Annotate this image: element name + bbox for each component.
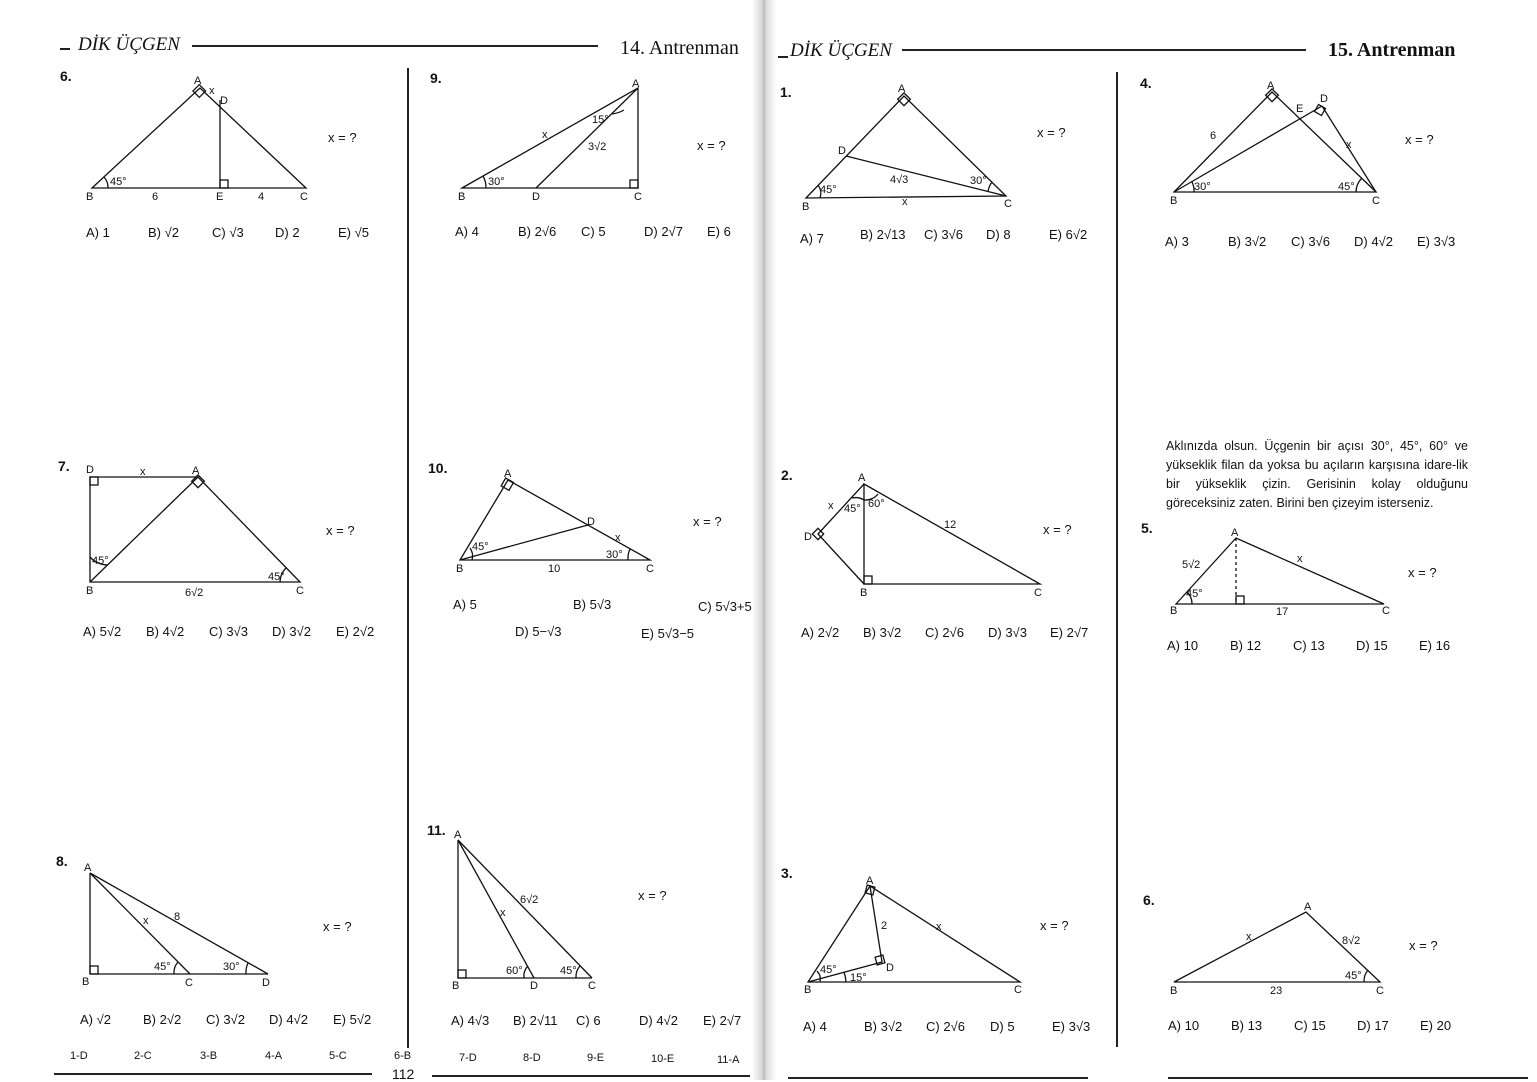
label: C xyxy=(1372,195,1380,207)
label: 45° xyxy=(92,555,109,567)
label: 45° xyxy=(1345,970,1362,982)
label: 3√2 xyxy=(588,141,607,153)
option-c[interactable]: C) 2√6 xyxy=(925,625,964,640)
label: C xyxy=(1034,587,1042,599)
label: A xyxy=(866,875,874,887)
label: 12 xyxy=(944,519,957,531)
label: D xyxy=(220,95,228,107)
label: E xyxy=(216,191,224,203)
label: 6 xyxy=(152,191,159,203)
option-c[interactable]: C) 2√6 xyxy=(926,1019,965,1034)
label: 5√2 xyxy=(1182,559,1201,571)
label: 6√2 xyxy=(185,587,204,599)
label: x xyxy=(209,85,215,97)
option-c[interactable]: C) 6 xyxy=(576,1013,601,1028)
option-c[interactable]: C) 3√6 xyxy=(1291,234,1330,249)
option-b[interactable]: B) 12 xyxy=(1230,638,1262,653)
label: C xyxy=(1376,985,1384,997)
label: C xyxy=(296,585,304,597)
label: B xyxy=(804,984,812,996)
label: B xyxy=(458,191,466,203)
label: 30° xyxy=(606,549,623,561)
label: 45° xyxy=(1338,181,1355,193)
label: D xyxy=(1320,93,1328,105)
label: x xyxy=(140,466,146,478)
label: 45° xyxy=(820,964,837,976)
right-page xyxy=(768,0,1537,1080)
label: A xyxy=(504,468,512,480)
triangle-figure-q1 xyxy=(798,80,1018,215)
label: 45° xyxy=(472,541,489,553)
footer-rule xyxy=(54,1073,372,1075)
answer-key-item: 5-C xyxy=(329,1050,347,1062)
label: D xyxy=(886,962,894,974)
option-b[interactable]: B) 2√11 xyxy=(513,1013,558,1028)
question-prompt: x = ? xyxy=(1040,918,1069,933)
header-rule xyxy=(192,45,598,47)
option-d[interactable]: D) 17 xyxy=(1357,1018,1389,1033)
option-a[interactable]: A) √2 xyxy=(80,1012,111,1027)
label: A xyxy=(632,78,640,90)
option-b[interactable]: B) 3√2 xyxy=(863,625,902,640)
label: x xyxy=(615,532,621,544)
option-b[interactable]: B) 3√2 xyxy=(1228,234,1267,249)
label: 30° xyxy=(223,961,240,973)
option-a[interactable]: A) 5 xyxy=(453,597,477,612)
trapezoid-figure-q7 xyxy=(82,462,312,602)
label: C xyxy=(185,977,193,989)
option-c[interactable]: C) 5 xyxy=(581,224,606,239)
label: 60° xyxy=(868,498,885,510)
label: D xyxy=(532,191,540,203)
page-number: 112 xyxy=(392,1066,415,1082)
label: 30° xyxy=(1194,181,1211,193)
label: 30° xyxy=(488,176,505,188)
label: 45° xyxy=(560,965,577,977)
label: A xyxy=(1304,901,1312,913)
option-e[interactable]: E) 6 xyxy=(707,224,731,239)
label: A xyxy=(454,829,462,841)
question-number: 3. xyxy=(781,865,793,881)
question-number: 11. xyxy=(427,822,446,838)
option-e[interactable]: E) 5√3−5 xyxy=(641,626,695,641)
triangle-figure-q4 xyxy=(1166,78,1386,208)
answer-key-item: 1-D xyxy=(70,1050,88,1062)
triangle-figure-q6-right xyxy=(1168,898,1390,1000)
label: 6√2 xyxy=(520,894,539,906)
option-e[interactable]: E) 3√3 xyxy=(1052,1019,1091,1034)
answer-key-item: 9-E xyxy=(587,1052,605,1064)
question-number: 6. xyxy=(60,68,72,84)
label: A xyxy=(192,465,200,477)
option-a[interactable]: A) 3 xyxy=(1165,234,1189,249)
triangle-figure-q5 xyxy=(1166,524,1398,624)
option-b[interactable]: B) 5√3 xyxy=(573,597,612,612)
label: C xyxy=(300,191,308,203)
question-prompt: x = ? xyxy=(1037,125,1066,140)
label: 8√2 xyxy=(1342,935,1361,947)
label: B xyxy=(1170,985,1178,997)
answer-key-item: 8-D xyxy=(523,1052,541,1064)
label: E xyxy=(1296,103,1304,115)
label: 45° xyxy=(1186,588,1203,600)
label: 4√3 xyxy=(890,174,909,186)
question-number: 8. xyxy=(56,853,68,869)
option-c[interactable]: C) 13 xyxy=(1293,638,1325,653)
footer-rule xyxy=(788,1077,1088,1079)
label: x xyxy=(1346,139,1352,151)
question-number: 2. xyxy=(781,467,793,483)
triangle-figure-q9 xyxy=(452,76,662,211)
answer-key-item: 10-E xyxy=(651,1053,675,1065)
label: 45° xyxy=(154,961,171,973)
header-dash xyxy=(60,48,70,50)
left-page xyxy=(0,0,760,1080)
label: 17 xyxy=(1276,606,1289,618)
label: A xyxy=(84,862,92,874)
question-prompt: x = ? xyxy=(1405,132,1434,147)
label: A xyxy=(898,83,906,95)
option-c[interactable]: C) 3√2 xyxy=(206,1012,245,1027)
option-e[interactable]: E) 2√7 xyxy=(1050,625,1089,640)
triangle-figure-q8 xyxy=(80,858,280,993)
option-a[interactable]: A) 4√3 xyxy=(451,1013,490,1028)
option-c[interactable]: C) 3√6 xyxy=(924,227,963,242)
label: x xyxy=(902,196,908,208)
option-a[interactable]: A) 10 xyxy=(1168,1018,1200,1033)
option-b[interactable]: B) 3√2 xyxy=(864,1019,903,1034)
option-a[interactable]: A) 2√2 xyxy=(801,625,840,640)
answer-key-item: 3-B xyxy=(200,1050,218,1062)
question-number: 4. xyxy=(1140,75,1152,91)
label: B xyxy=(1170,605,1178,617)
option-a[interactable]: A) 4 xyxy=(455,224,479,239)
question-prompt: x = ? xyxy=(697,138,726,153)
question-prompt: x = ? xyxy=(1043,522,1072,537)
option-d[interactable]: D) 4√2 xyxy=(269,1012,308,1027)
option-a[interactable]: A) 4 xyxy=(803,1019,827,1034)
label: 15° xyxy=(850,972,867,984)
option-c[interactable]: C) √3 xyxy=(212,225,244,240)
label: B xyxy=(456,563,464,575)
question-number: 9. xyxy=(430,70,442,86)
label: B xyxy=(452,980,460,992)
footer-rule xyxy=(432,1075,750,1077)
option-b[interactable]: B) √2 xyxy=(148,225,179,240)
label: B xyxy=(802,201,810,213)
option-b[interactable]: B) 2√13 xyxy=(860,227,906,242)
label: 6 xyxy=(1210,130,1217,142)
option-d[interactable]: D) 2√7 xyxy=(644,224,683,239)
option-c[interactable]: C) 3√3 xyxy=(209,624,248,639)
option-a[interactable]: A) 1 xyxy=(86,225,110,240)
label: C xyxy=(634,191,642,203)
label: D xyxy=(86,464,94,476)
option-d[interactable]: D) 8 xyxy=(986,227,1011,242)
label: C xyxy=(646,563,654,575)
option-d[interactable]: D) 2 xyxy=(275,225,300,240)
option-a[interactable]: A) 5√2 xyxy=(83,624,122,639)
label: x xyxy=(936,921,942,933)
column-divider xyxy=(407,68,409,1048)
label: B xyxy=(1170,195,1178,207)
label: C xyxy=(1382,605,1390,617)
triangle-figure-q11 xyxy=(450,826,610,991)
option-e[interactable]: E) 2√2 xyxy=(336,624,375,639)
header-dash xyxy=(778,56,788,58)
question-prompt: x = ? xyxy=(638,888,667,903)
label: 23 xyxy=(1270,985,1283,997)
label: A xyxy=(858,472,866,484)
tip-note: Aklınızda olsun. Üçgenin bir açısı 30°, 45°, 60° ve yükseklik filan da yoksa bu açıların karşısına idare-lik bir yükseklik çizin. Gerisinin kolay olduğunu göreceksiniz zaten. Birini ben çizeyim isterseniz. xyxy=(1166,439,1468,510)
triangle-figure-q2 xyxy=(798,468,1048,603)
label: 45° xyxy=(268,571,285,583)
option-b[interactable]: B) 2√6 xyxy=(518,224,557,239)
label: x xyxy=(143,915,149,927)
question-number: 6. xyxy=(1143,892,1155,908)
label: C xyxy=(1014,984,1022,996)
question-prompt: x = ? xyxy=(328,130,357,145)
label: 60° xyxy=(506,965,523,977)
label: 2 xyxy=(881,920,888,932)
question-prompt: x = ? xyxy=(1409,938,1438,953)
label: C xyxy=(1004,198,1012,210)
label: 15° xyxy=(592,114,609,126)
option-e[interactable]: E) 20 xyxy=(1420,1018,1452,1033)
question-prompt: x = ? xyxy=(693,514,722,529)
label: 4 xyxy=(258,191,265,203)
label: D xyxy=(804,531,812,543)
label: x xyxy=(828,500,834,512)
question-number: 7. xyxy=(58,458,70,474)
option-e[interactable]: E) 3√3 xyxy=(1417,234,1456,249)
option-d[interactable]: D) 4√2 xyxy=(639,1013,678,1028)
question-number: 10. xyxy=(428,460,448,476)
label: x xyxy=(500,907,506,919)
label: A xyxy=(1267,80,1275,92)
label: 30° xyxy=(970,175,987,187)
label: D xyxy=(838,145,846,157)
question-number: 5. xyxy=(1141,520,1153,536)
triangle-figure-q6 xyxy=(80,70,320,210)
label: B xyxy=(86,191,94,203)
answer-key-item: 6-B xyxy=(394,1050,412,1062)
option-e[interactable]: E) 6√2 xyxy=(1049,227,1088,242)
header-title: DİK ÜÇGEN xyxy=(78,34,180,55)
option-b[interactable]: B) 4√2 xyxy=(146,624,185,639)
option-b[interactable]: B) 2√2 xyxy=(143,1012,182,1027)
option-c[interactable]: C) 5√3+5 xyxy=(698,599,752,614)
answer-key-item: 2-C xyxy=(134,1050,152,1062)
option-b[interactable]: B) 13 xyxy=(1231,1018,1263,1033)
column-divider xyxy=(1116,72,1118,1047)
option-d[interactable]: D) 5−√3 xyxy=(515,624,562,639)
label: B xyxy=(860,587,868,599)
label: x xyxy=(1297,553,1303,565)
question-prompt: x = ? xyxy=(326,523,355,538)
option-e[interactable]: E) √5 xyxy=(338,225,369,240)
label: x xyxy=(1246,931,1252,943)
option-d[interactable]: D) 15 xyxy=(1356,638,1388,653)
option-d[interactable]: D) 5 xyxy=(990,1019,1015,1034)
label: 45° xyxy=(820,184,837,196)
question-prompt: x = ? xyxy=(1408,565,1437,580)
label: B xyxy=(82,976,90,988)
option-d[interactable]: D) 3√3 xyxy=(988,625,1027,640)
option-e[interactable]: E) 2√7 xyxy=(703,1013,742,1028)
option-a[interactable]: A) 7 xyxy=(800,231,824,246)
label: D xyxy=(530,980,538,992)
triangle-figure-q10 xyxy=(452,466,662,581)
answer-key-item: 7-D xyxy=(459,1052,477,1064)
triangle-figure-q3 xyxy=(800,872,1030,1002)
header-title: DİK ÜÇGEN xyxy=(790,40,892,61)
option-a[interactable]: A) 10 xyxy=(1167,638,1199,653)
answer-key-item: 4-A xyxy=(265,1050,283,1062)
footer-rule xyxy=(1168,1077,1528,1079)
header-section: 15. Antrenman xyxy=(1328,39,1456,61)
option-e[interactable]: E) 16 xyxy=(1419,638,1451,653)
label: 8 xyxy=(174,911,181,923)
label: 45° xyxy=(844,503,861,515)
label: A xyxy=(1231,527,1239,539)
answer-key-item: 11-A xyxy=(717,1054,740,1066)
label: B xyxy=(86,585,94,597)
label: D xyxy=(262,977,270,989)
label: A xyxy=(194,75,202,87)
header-rule xyxy=(902,49,1306,51)
label: x xyxy=(542,129,548,141)
option-e[interactable]: E) 5√2 xyxy=(333,1012,372,1027)
option-d[interactable]: D) 4√2 xyxy=(1354,234,1393,249)
header-section: 14. Antrenman xyxy=(620,37,739,59)
label: 10 xyxy=(548,563,561,575)
option-d[interactable]: D) 3√2 xyxy=(272,624,311,639)
label: 45° xyxy=(110,176,127,188)
question-prompt: x = ? xyxy=(323,919,352,934)
label: C xyxy=(588,980,596,992)
option-c[interactable]: C) 15 xyxy=(1294,1018,1326,1033)
label: D xyxy=(587,516,595,528)
question-number: 1. xyxy=(780,84,792,100)
